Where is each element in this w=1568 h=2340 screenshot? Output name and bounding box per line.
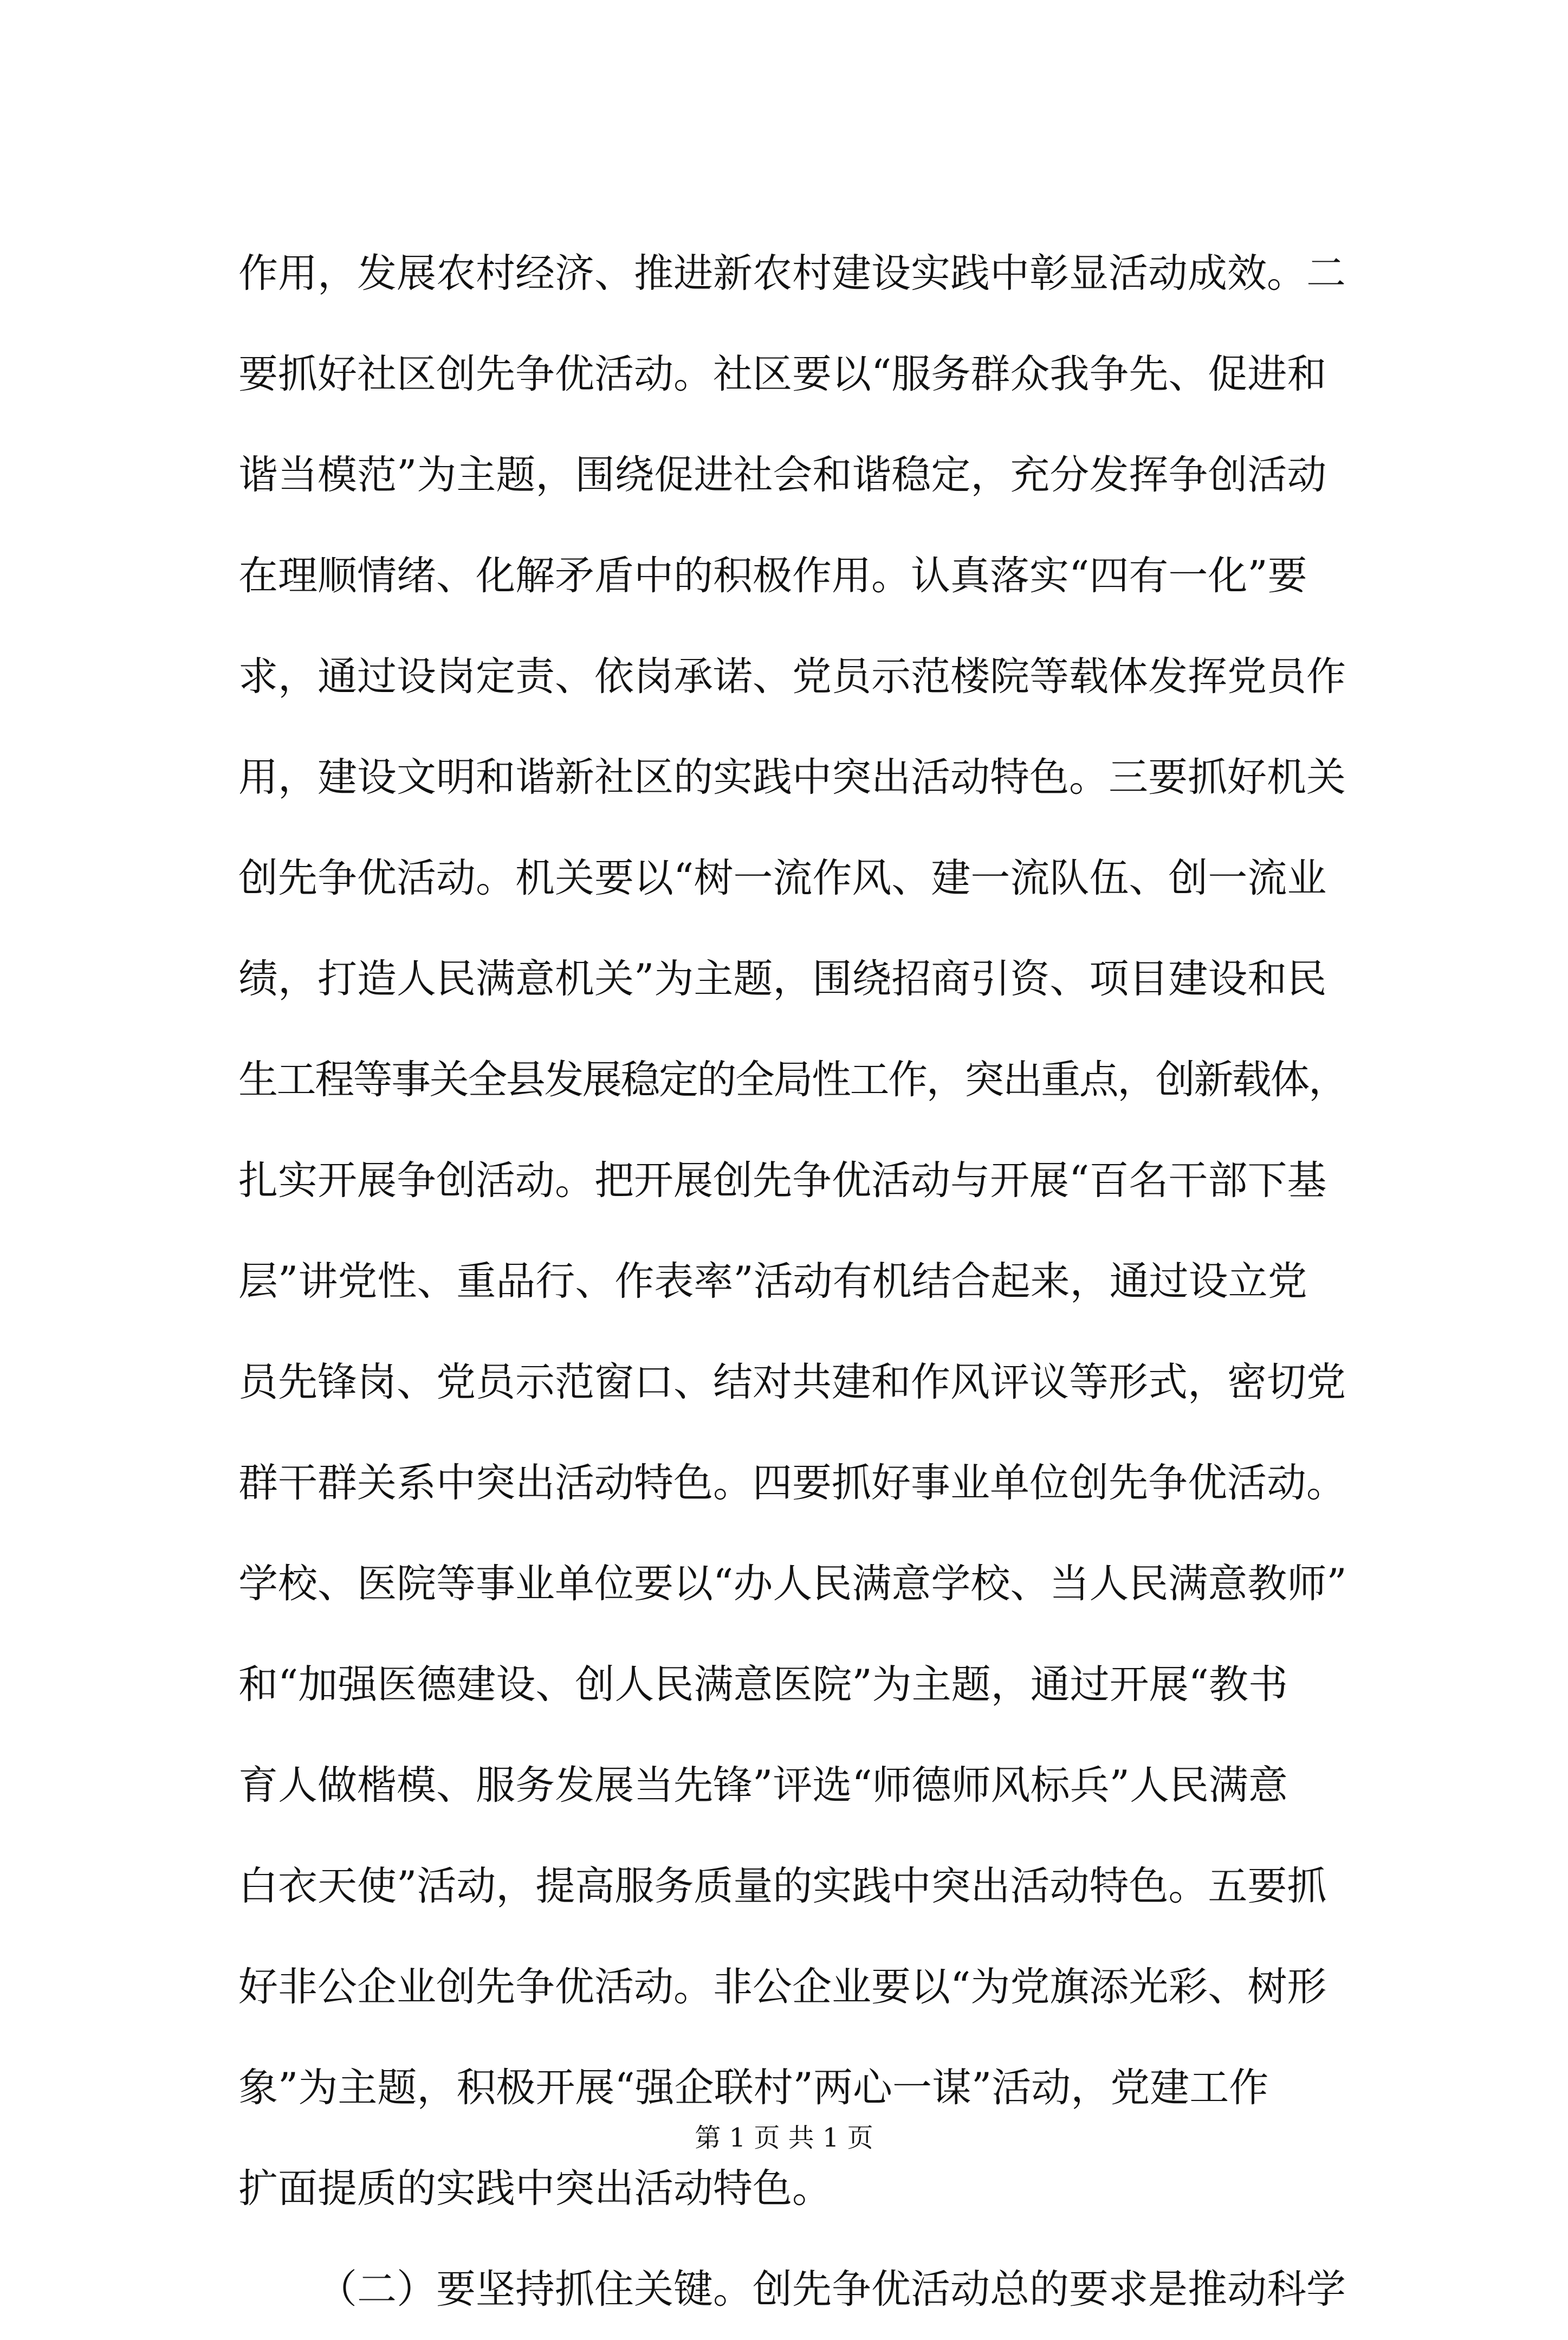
text-line: 扩面提质的实践中突出活动特色。 xyxy=(238,2166,832,2212)
text-line: 好非公企业创先争优活动。非公企业要以“为党旗添光彩、树形 xyxy=(238,1964,1327,2010)
text-line: 白衣天使”活动，提高服务质量的实践中突出活动特色。五要抓 xyxy=(238,1863,1327,1909)
page-number-label: 第 1 页 共 1 页 xyxy=(695,2123,873,2153)
text-line: 扎实开展争创活动。把开展创先争优活动与开展“百名干部下基 xyxy=(238,1158,1327,1204)
text-line: 生工程等事关全县发展稳定的全局性工作，突出重点，创新载体， xyxy=(238,1057,1347,1103)
body-text xyxy=(238,223,1355,2340)
text-line: 和“加强医德建设、创人民满意医院”为主题，通过开展“教书 xyxy=(238,1662,1288,1708)
text-line: 要抓好社区创先争优活动。社区要以“服务群众我争先、促进和 xyxy=(238,351,1327,397)
text-line: 层”讲党性、重品行、作表率”活动有机结合起来，通过设立党 xyxy=(238,1258,1307,1304)
text-line: 创先争优活动。机关要以“树一流作风、建一流队伍、创一流业 xyxy=(238,855,1327,901)
page-footer xyxy=(0,2122,1568,2154)
text-line: 在理顺情绪、化解矛盾中的积极作用。认真落实“四有一化”要 xyxy=(238,553,1307,599)
text-line: 绩，打造人民满意机关”为主题，围绕招商引资、项目建设和民 xyxy=(238,956,1327,1002)
text-line: 象”为主题，积极开展“强企联村”两心一谋”活动，党建工作 xyxy=(238,2065,1269,2111)
text-line: 群干群关系中突出活动特色。四要抓好事业单位创先争优活动。 xyxy=(238,1460,1346,1506)
text-line: 作用，发展农村经济、推进新农村建设实践中彰显活动成效。二 xyxy=(238,250,1346,296)
text-line: 求，通过设岗定责、依岗承诺、党员示范楼院等载体发挥党员作 xyxy=(238,654,1346,700)
text-line: 员先锋岗、党员示范窗口、结对共建和作风评议等形式，密切党 xyxy=(238,1359,1346,1405)
section-heading-line: （二）要坚持抓住关键。创先争优活动总的要求是推动科学 xyxy=(318,2266,1346,2312)
text-line: 育人做楷模、服务发展当先锋”评选“师德师风标兵”人民满意 xyxy=(238,1762,1288,1808)
text-line: 学校、医院等事业单位要以“办人民满意学校、当人民满意教师” xyxy=(238,1561,1347,1607)
text-line: 谐当模范”为主题，围绕促进社会和谐稳定，充分发挥争创活动 xyxy=(238,452,1327,498)
text-line: 用，建设文明和谐新社区的实践中突出活动特色。三要抓好机关 xyxy=(238,754,1346,800)
